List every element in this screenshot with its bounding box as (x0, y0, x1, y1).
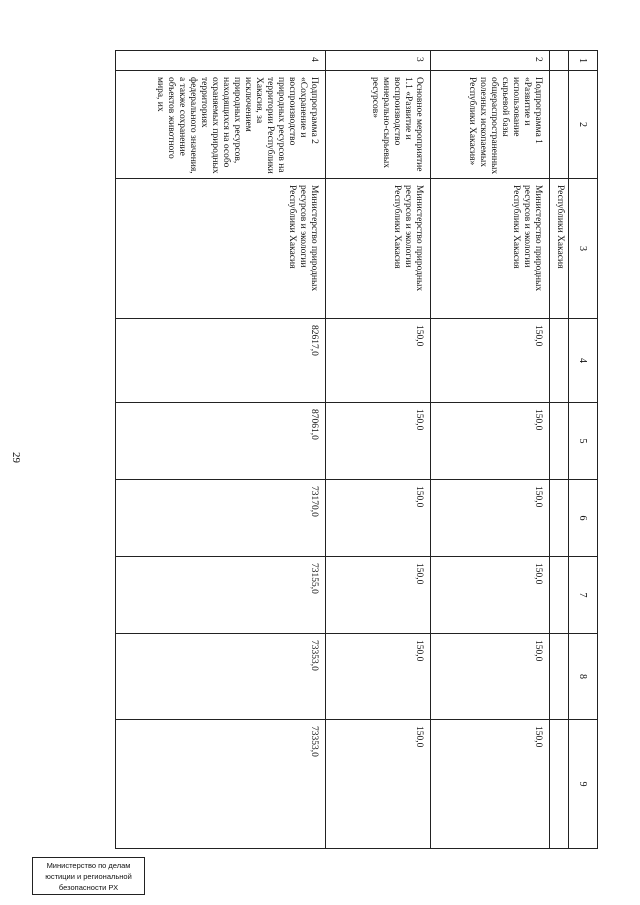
header-cell: 8 (569, 634, 598, 720)
table-cell (550, 71, 569, 179)
table-row (116, 51, 326, 849)
header-cell: 5 (569, 403, 598, 480)
program-name: Подпрограмма 2 «Сохранение и воспроизводство природных ресурсов на территории Республики Хакасия, за исключением природных ресурсов, находящихся на особо охраняемых природных территориях федерального значения, а также сохранение объектов животного мира, их (116, 71, 326, 179)
value-cell: 150,0 (326, 319, 431, 403)
value-cell: 150,0 (431, 720, 550, 849)
table-cell (550, 403, 569, 480)
table-cell: Республики Хакасия (550, 179, 569, 319)
row-number: 2 (431, 51, 550, 71)
ministry-stamp (32, 857, 145, 895)
value-cell: 73353,0 (116, 634, 326, 720)
value-cell: 150,0 (431, 480, 550, 557)
value-cell: 150,0 (431, 403, 550, 480)
value-cell: 150,0 (326, 720, 431, 849)
continuation-row (550, 51, 569, 849)
value-cell: 82617,0 (116, 319, 326, 403)
value-cell: 73170,0 (116, 480, 326, 557)
stamp-line: Министерство по делам (46, 861, 131, 870)
executor-name: Министерство природных ресурсов и экологии Республики Хакасия (326, 179, 431, 319)
rotated-table-page (115, 50, 598, 848)
value-cell: 73353,0 (116, 720, 326, 849)
budget-table (115, 50, 598, 849)
table-cell (550, 634, 569, 720)
value-cell: 150,0 (326, 634, 431, 720)
row-number: 4 (116, 51, 326, 71)
table-header-row (569, 51, 598, 849)
row-number: 3 (326, 51, 431, 71)
page-number: 29 (10, 452, 22, 463)
program-name: Основное мероприятие 1.1 «Развитие и воспроизводство минерально-сырьевых ресурсов» (326, 71, 431, 179)
header-cell: 4 (569, 319, 598, 403)
table-cell (550, 720, 569, 849)
value-cell: 150,0 (326, 557, 431, 634)
table-row (326, 51, 431, 849)
table-cell (550, 557, 569, 634)
value-cell: 150,0 (431, 557, 550, 634)
table-cell (550, 480, 569, 557)
header-cell: 6 (569, 480, 598, 557)
stamp-line: безопасности РХ (58, 883, 119, 892)
table-cell (550, 319, 569, 403)
header-cell: 2 (569, 71, 598, 179)
value-cell: 73155,0 (116, 557, 326, 634)
stamp-line: юстиции и региональной (45, 872, 132, 881)
header-cell: 3 (569, 179, 598, 319)
value-cell: 150,0 (431, 319, 550, 403)
value-cell: 150,0 (326, 403, 431, 480)
table-row (431, 51, 550, 849)
header-cell: 9 (569, 720, 598, 849)
program-name: Подпрограмма 1 «Развитие и использование сырьевой базы общераспространенных полезных ископаемых Республики Хакасия» (431, 71, 550, 179)
value-cell: 150,0 (431, 634, 550, 720)
executor-name: Министерство природных ресурсов и экологии Республики Хакасия (116, 179, 326, 319)
header-cell: 1 (569, 51, 598, 71)
executor-name: Министерство природных ресурсов и экологии Республики Хакасия (431, 179, 550, 319)
value-cell: 87061,0 (116, 403, 326, 480)
value-cell: 150,0 (326, 480, 431, 557)
table-cell (550, 51, 569, 71)
header-cell: 7 (569, 557, 598, 634)
